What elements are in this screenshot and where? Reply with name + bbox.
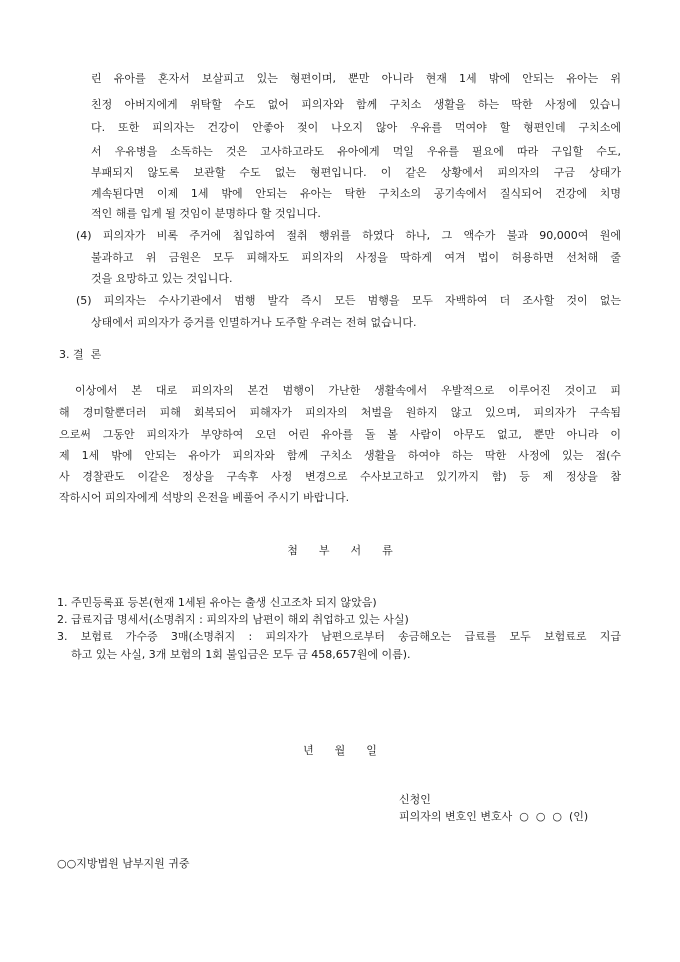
paragraph-line: 부패되지 않도록 보관할 수도 없는 형편입니다. 이 같은 상황에서 피의자의 구금 상태가 [91, 166, 621, 179]
paragraph-line: 계속된다면 이제 1세 밖에 안되는 유아는 탁한 구치소의 공기속에서 질식되어 건강에 치명 [91, 187, 621, 200]
list-item-line: 상태에서 피의자가 증거를 인멸하거나 도주할 우려는 전혀 없습니다. [91, 316, 417, 329]
paragraph-line: 으로써 그동안 피의자가 부양하여 오던 어린 유아를 돌 볼 사람이 아무도 없고, 뿐만 아니라 이 [59, 428, 621, 441]
list-item-line: 불과하고 위 금원은 모두 피해자도 피의자의 사정을 딱하게 여겨 법이 허용하면 선처해 줄 [91, 251, 621, 264]
attachments-title: 첨 부 서 류 [287, 544, 393, 557]
paragraph-line: 적인 해를 입게 될 것임이 분명하다 할 것입니다. [91, 207, 321, 220]
date-line: 년 월 일 [303, 744, 377, 757]
paragraph-line: 다. 또한 피의자는 건강이 안좋아 젖이 나오지 않아 우유를 먹여야 할 형편인데 구치소에 [91, 121, 621, 134]
list-item: 3. 보험료 가수증 3매(소명취지 : 피의자가 남편으로부터 송금해오는 급료를 모두 보험료로 지급 [57, 630, 621, 643]
applicant-label: 신청인 [399, 793, 431, 806]
list-item-line: 것을 요망하고 있는 것입니다. [91, 272, 233, 285]
applicant-value: 피의자의 변호인 변호사 ○ ○ ○ (인) [399, 810, 589, 823]
court-name: ○○지방법원 남부지원 귀중 [57, 857, 190, 870]
list-item-line: (4) 피의자가 비록 주거에 침입하여 절취 행위를 하였다 하나, 그 액수가 불과 90,000여 원에 [76, 229, 621, 242]
paragraph-line: 해 경미할뿐더러 피해 회복되어 피해자가 피의자의 처벌을 원하지 않고 있으며, 피의자가 구속됨 [59, 406, 621, 419]
list-item-line: (5) 피의자는 수사기관에서 범행 발각 즉시 모든 범행을 모두 자백하여 더 조사할 것이 없는 [76, 294, 621, 307]
paragraph-line: 이상에서 본 대로 피의자의 본건 범행이 가난한 생활속에서 우발적으로 이루어진 것이고 피 [75, 384, 621, 397]
paragraph-line: 친정 아버지에게 위탁할 수도 없어 피의자와 함께 구치소 생활을 하는 딱한 사정에 있습니 [91, 98, 621, 111]
list-item: 하고 있는 사실, 3개 보험의 1회 불입금은 모두 금 458,657원에 이름). [71, 648, 411, 661]
paragraph-line: 린 유아를 혼자서 보살피고 있는 형편이며, 뿐만 아니라 현재 1세 밖에 안되는 유아는 위 [91, 72, 621, 85]
paragraph-line: 사 경찰관도 이같은 정상을 구속후 사정 변경으로 수사보고하고 있기까지 함) 등 제 정상을 참 [59, 470, 621, 483]
paragraph-line: 작하시어 피의자에게 석방의 은전을 베풀어 주시기 바랍니다. [59, 491, 350, 504]
list-item: 1. 주민등록표 등본(현재 1세된 유아는 출생 신고조차 되지 않았음) [57, 596, 377, 609]
list-item: 2. 급료지급 명세서(소명취지 : 피의자의 남편이 해외 취업하고 있는 사실) [57, 613, 409, 626]
paragraph-line: 제 1세 밖에 안되는 유아가 피의자와 함께 구치소 생활을 하여야 하는 딱한 사정에 있는 점(수 [59, 449, 621, 462]
section-heading: 3. 결 론 [59, 348, 102, 361]
paragraph-line: 서 우유병을 소독하는 것은 고사하고라도 유아에게 먹일 우유를 필요에 따라 구입할 수도, [91, 145, 621, 158]
